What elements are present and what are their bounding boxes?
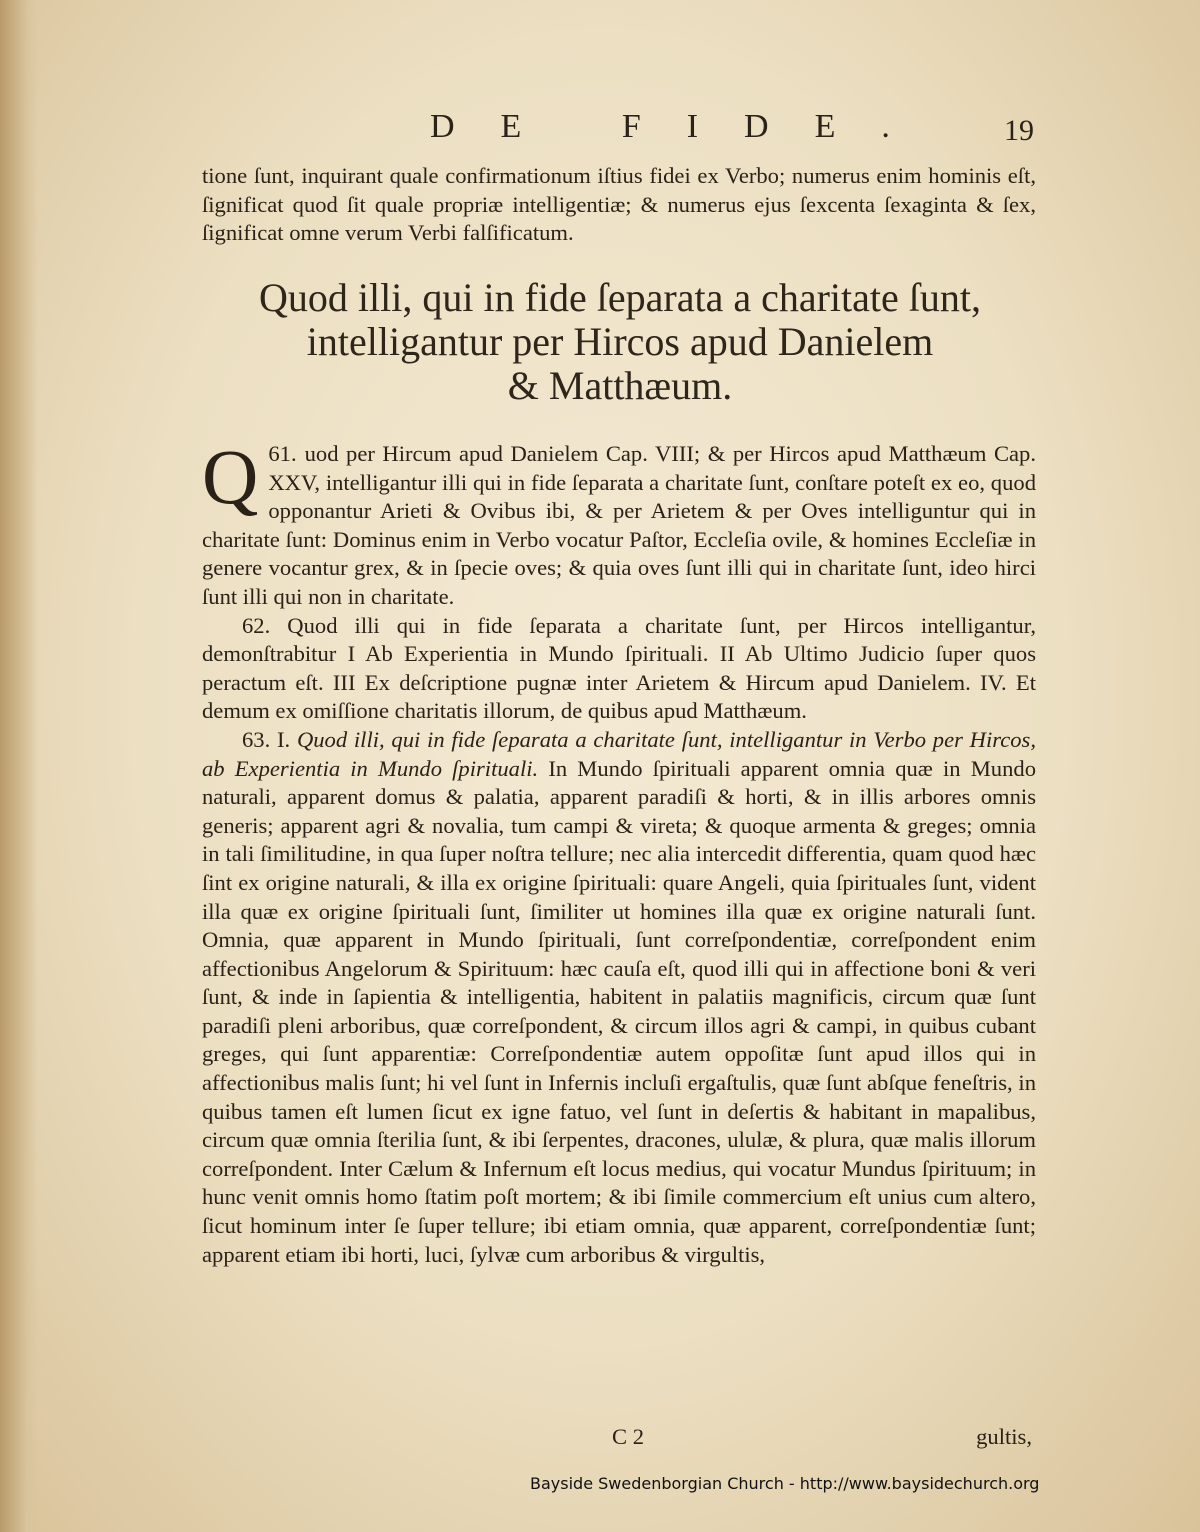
paragraph-63-lead: 63. I. bbox=[242, 726, 291, 752]
section-title-line-2: intelligantur per Hircos apud Danielem bbox=[306, 319, 934, 364]
page-number: 19 bbox=[1004, 114, 1034, 147]
paragraph-number-61: 61. bbox=[268, 441, 297, 466]
paragraph-61 bbox=[202, 433, 1036, 612]
page-edge-shadow bbox=[0, 0, 38, 1532]
watermark-banner: Bayside Swedenborgian Church - http://www.baysidechurch.org bbox=[530, 1474, 1040, 1493]
paragraph-63-text: In Mundo ſpirituali apparent omnia quæ in Mundo naturali, apparent domus & palatia, apparent paradiſi & horti, & in illis arbores omnis generis; apparent agri & novalia, tum campi & vireta; & quoque armenta & greges; omnia in tali ſimilitudine, in qua ſuper noſtra tellure; nec alia intercedit differentia, quam quod hæc ſint ex origine naturali, & illa ex origine ſpirituali: quare Angeli, quia ſpirituales ſunt, vident illa quæ ex origine ſpirituali ſunt, ſimiliter ut homines illa quæ ex origine naturali ſunt. Omnia, quæ apparent in Mundo ſpirituali, ſunt correſpondentiæ, correſpondent enim affectionibus Angelorum & Spirituum: hæc cauſa eſt, quod illi qui in affectione boni & veri ſunt, & inde in ſapientia & intelligentia, habitent in palatiis magnificis, circum quæ ſunt paradiſi pleni arboribus, quæ correſpondent, & circum illos agri & campi, in quibus cubant greges, qui ſunt apparentiæ: Correſpondentiæ autem oppoſitæ ſunt apud illos qui in affectionibus malis ſunt; hi vel ſunt in Infernis incluſi ergaſtulis, quæ ſunt abſque feneſtris, in quibus tamen eſt lumen ſicut ex igne fatuo, vel ſunt in deſertis & habitant in mapalibus, circum quæ omnia ſterilia ſunt, & ibi ſerpentes, dracones, ululæ, & plura, quæ malis illorum correſpondent. Inter Cælum & Infernum eſt locus medius, qui vocatur Mundus ſpirituum; in hunc venit omnis homo ſtatim poſt mortem; & ibi ſimile commercium eſt unius cum altero, ſicut hominum inter ſe ſuper tellure; ibi etiam omnia, quæ apparent, correſpondentiæ ſunt; apparent etiam ibi horti, luci, ſylvæ cum arboribus & virgultis, bbox=[202, 755, 1036, 1267]
section-title bbox=[190, 276, 1050, 408]
page-header bbox=[0, 108, 1200, 148]
signature-mark: C 2 bbox=[612, 1424, 645, 1449]
section-title-line-1: Quod illi, qui in fide ſeparata a charitate ſunt, bbox=[259, 275, 981, 320]
body-text bbox=[202, 433, 1036, 1269]
intro-text: tione ſunt, inquirant quale confirmationum iſtius fidei ex Verbo; numerus enim hominis eſt, ſignificat quod ſit quale propriæ intelligentiæ; & numerus ejus ſexcenta ſexaginta & ſex, ſignificat omne verum Verbi falſificatum. bbox=[202, 163, 1036, 246]
paragraph-62: 62. Quod illi qui in fide ſeparata a charitate ſunt, per Hircos intelligantur, demonſtrabitur I Ab Experientia in Mundo ſpirituali. II Ab Ultimo Judicio ſuper quos peractum eſt. III Ex deſcriptione pugnæ inter Arietem & Hircum apud Danielem. IV. Et demum ex omiſſione charitatis illorum, de quibus apud Matthæum. bbox=[202, 612, 1036, 724]
paragraph-63-italic-heading: Quod illi, qui in fide ſeparata a charitate ſunt, intelligantur in Verbo per Hircos, ab Experientia in Mundo ſpirituali. bbox=[202, 726, 1036, 781]
section-title-line-3: & Matthæum. bbox=[507, 363, 733, 408]
running-head: DE FIDE. bbox=[430, 108, 936, 145]
drop-cap: Q bbox=[202, 433, 259, 520]
paragraph-61-text: uod per Hircum apud Danielem Cap. VIII; & per Hircos apud Matthæum Cap. XXV, intelligantur illi qui in fide ſeparata a charitate ſunt, conſtare poteſt ex eo, quod opponantur Arieti & Ovibus ibi, & per Arietem & per Oves intelliguntur qui in charitate ſunt: Dominus enim in Verbo vocatur Paſtor, Eccleſia ovile, & homines Eccleſiæ in genere vocantur grex, & in ſpecie oves; & quia oves ſunt illi qui in charitate ſunt, ideo hirci ſunt illi qui non in charitate. bbox=[202, 441, 1036, 609]
paragraph-63 bbox=[202, 726, 1036, 1269]
intro-paragraph bbox=[202, 162, 1036, 248]
catchword: gultis, bbox=[976, 1424, 1032, 1449]
page-footer bbox=[202, 1424, 1036, 1454]
